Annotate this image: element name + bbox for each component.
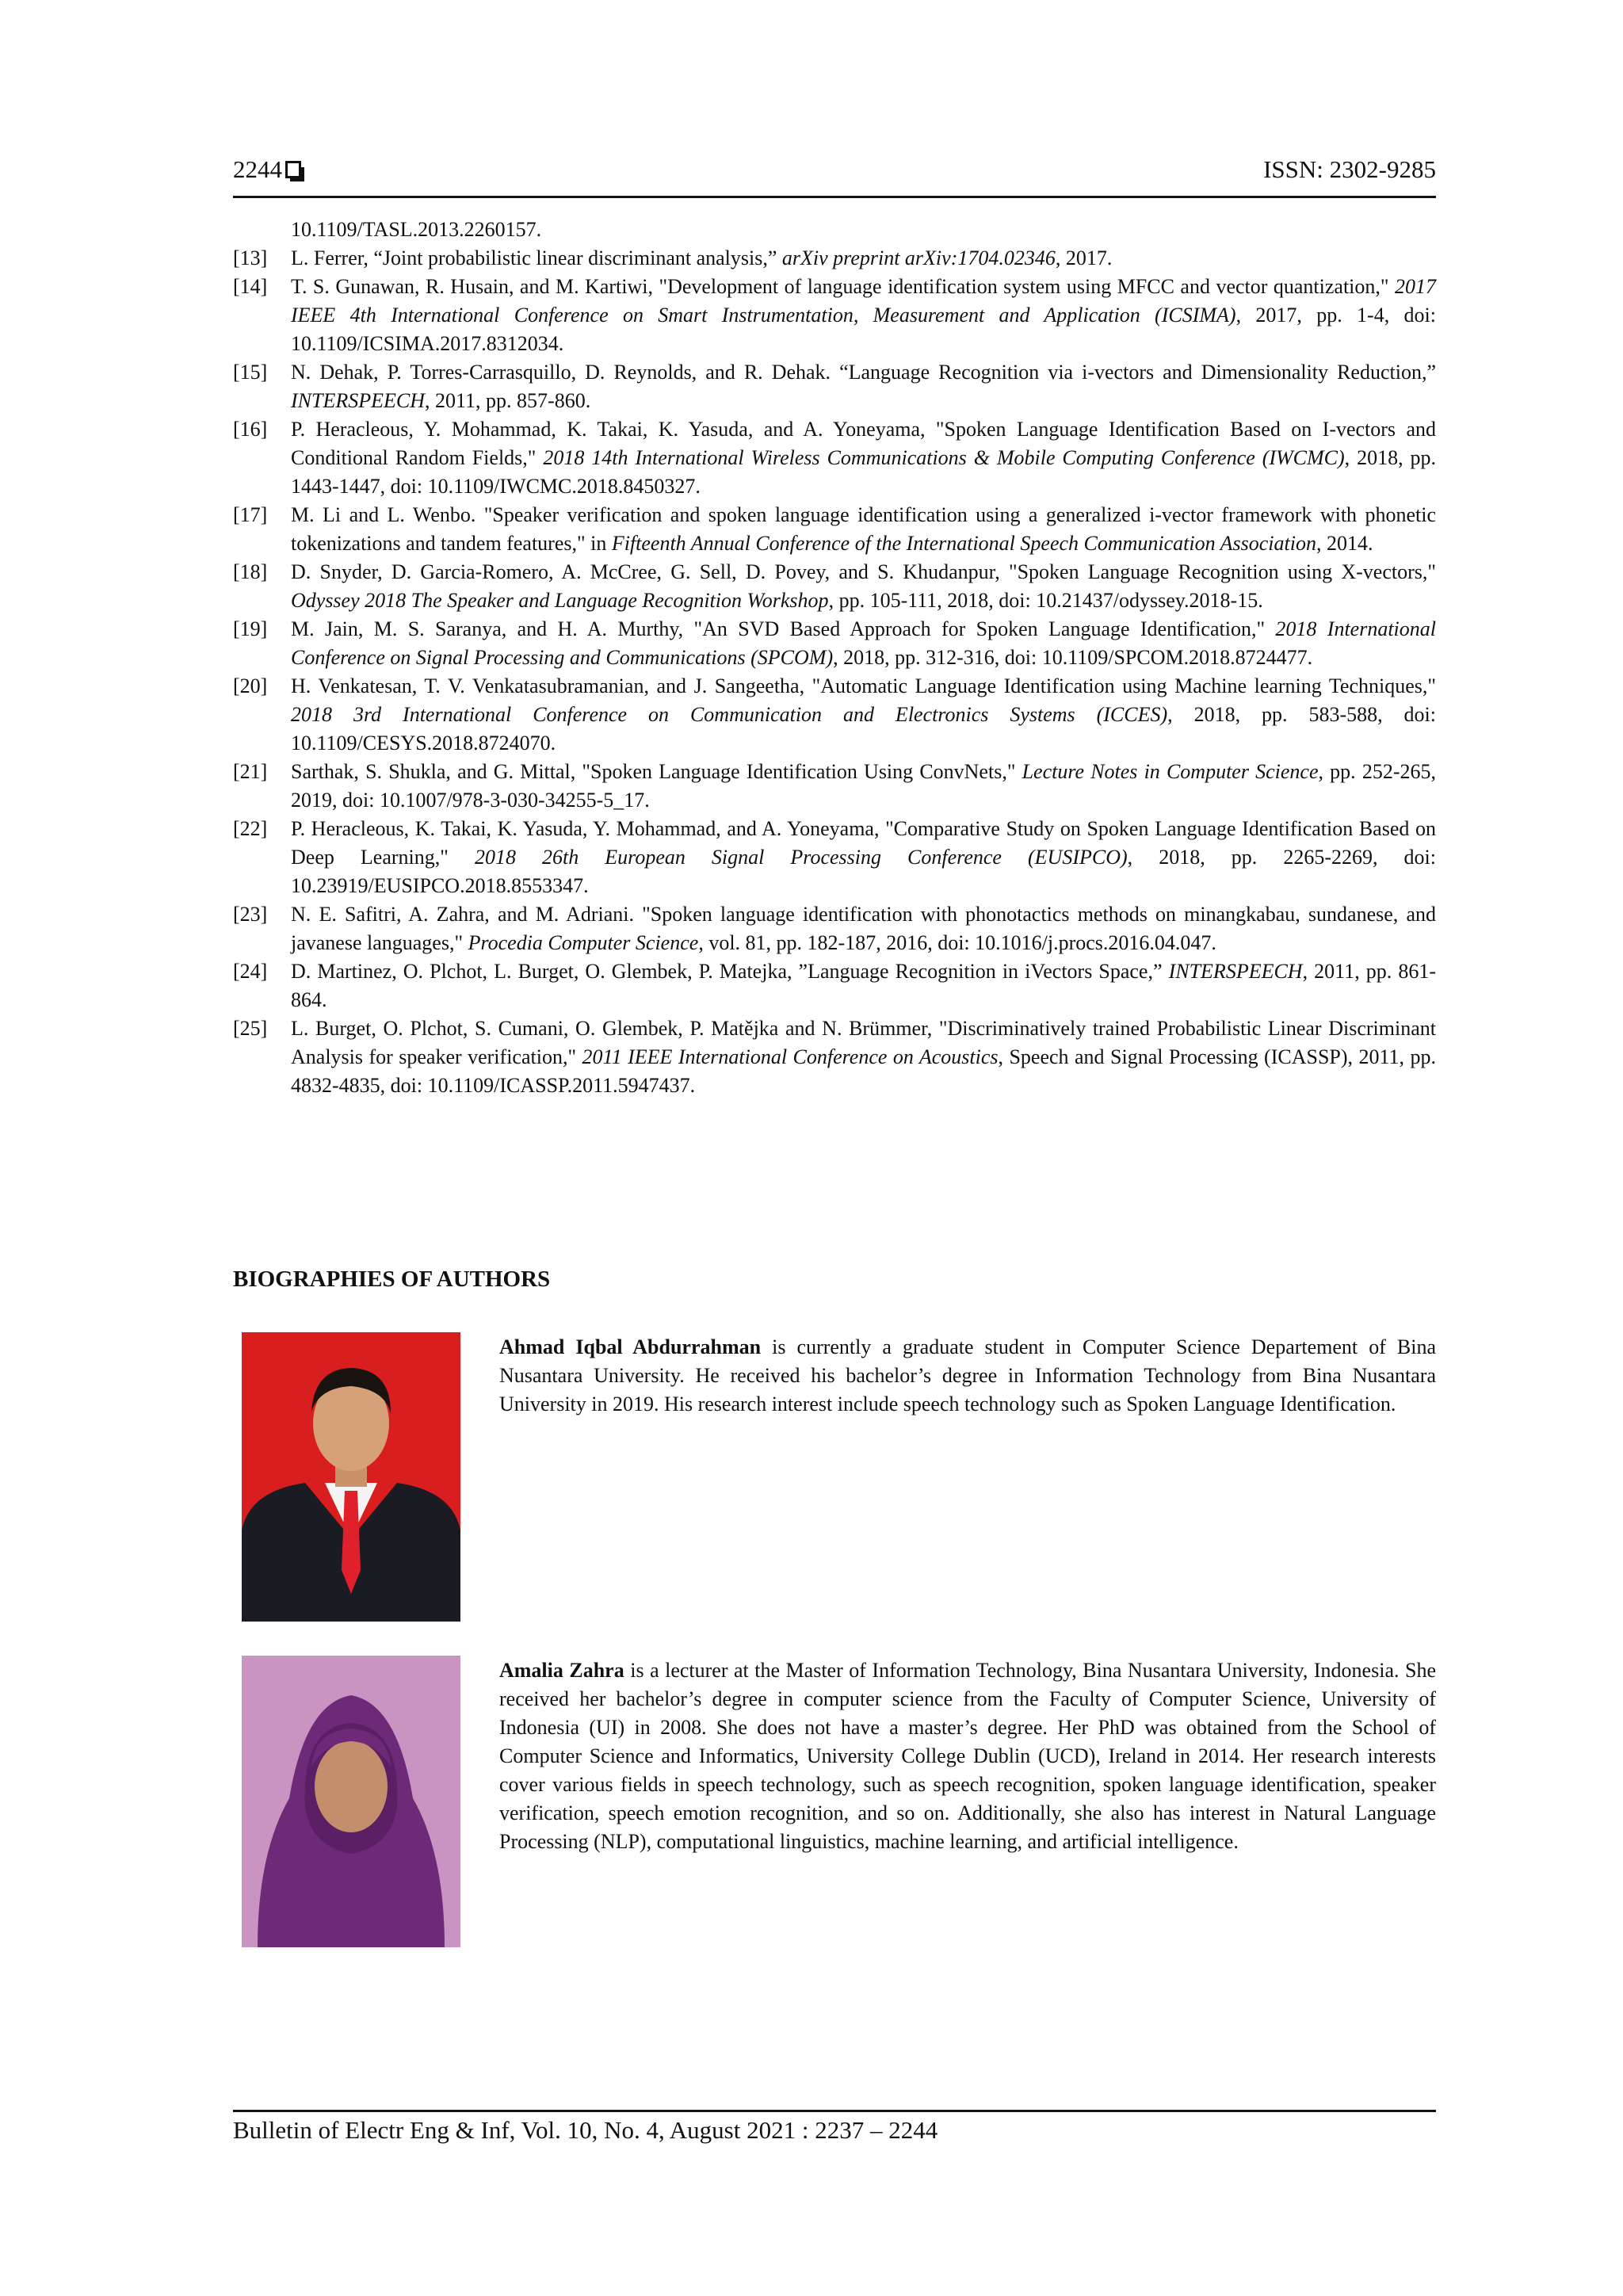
reference-item xyxy=(233,358,1436,415)
reference-segment: , 2018, pp. 1443-1447, doi: 10.1109/IWCMC.2018.8450327. xyxy=(291,446,1437,498)
reference-list xyxy=(233,216,1436,1100)
reference-number: [18] xyxy=(233,560,268,583)
reference-venue: Fifteenth Annual Conference of the International Speech Communication Association xyxy=(611,532,1316,555)
reference-venue: Procedia Computer Science xyxy=(468,931,699,954)
reference-segment: M. Li and L. Wenbo. "Speaker verification and spoken language identification using a generalized i-vector framework with phonetic tokenizations and tandem features," in xyxy=(291,503,1436,555)
reference-segment: , 2018, pp. 583-588, doi: 10.1109/CESYS.2018.8724070. xyxy=(291,703,1436,755)
reference-item xyxy=(233,815,1436,900)
reference-item xyxy=(233,1014,1436,1100)
reference-text xyxy=(291,957,1436,1014)
reference-item xyxy=(233,957,1436,1014)
author-name: Ahmad Iqbal Abdurrahman xyxy=(499,1335,762,1358)
reference-venue: INTERSPEECH xyxy=(1168,960,1303,983)
reference-number: [21] xyxy=(233,760,268,783)
bio-ahmad xyxy=(499,1333,1436,1419)
reference-segment: , 2017. xyxy=(1055,246,1113,269)
page-marker-icon xyxy=(285,161,301,178)
reference-text xyxy=(291,672,1436,758)
reference-segment: L. Burget, O. Plchot, S. Cumani, O. Glembek, P. Matějka and N. Brümmer, "Discriminatively trained Probabilistic Linear Discriminant Analysis for speaker verification," xyxy=(291,1017,1436,1068)
reference-item xyxy=(233,216,1436,244)
header-rule xyxy=(233,196,1436,198)
reference-item xyxy=(233,415,1436,501)
footer-rule xyxy=(233,2110,1436,2112)
author-photo-ahmad xyxy=(242,1332,460,1622)
reference-text xyxy=(291,815,1436,900)
reference-segment: , vol. 81, pp. 182-187, 2016, doi: 10.1016/j.procs.2016.04.047. xyxy=(698,931,1216,954)
reference-segment: T. S. Gunawan, R. Husain, and M. Kartiwi, "Development of language identification system using MFCC and vector quantization," xyxy=(291,275,1395,298)
reference-number: [16] xyxy=(233,418,268,441)
reference-segment: , 2014. xyxy=(1316,532,1373,555)
bio-text: is currently a graduate student in Computer Science Departement of Bina Nusantara University. He received his bachelor’s degree in Information Technology from Bina Nusantara University in 2019. His research interest include speech technology such as Spoken Language Identification. xyxy=(499,1335,1436,1415)
page-number-text: 2244 xyxy=(233,155,282,183)
reference-text xyxy=(291,615,1436,672)
reference-number: [15] xyxy=(233,361,268,384)
reference-number: [25] xyxy=(233,1017,268,1040)
reference-text xyxy=(291,501,1436,558)
reference-text xyxy=(291,900,1436,957)
reference-venue: Lecture Notes in Computer Science xyxy=(1022,760,1319,783)
reference-venue: INTERSPEECH xyxy=(291,389,425,412)
reference-item xyxy=(233,758,1436,815)
reference-number: [24] xyxy=(233,960,268,983)
page-number xyxy=(233,155,301,184)
reference-item xyxy=(233,558,1436,615)
author-photo-amalia xyxy=(242,1656,460,1947)
reference-segment: , 2018, pp. 312-316, doi: 10.1109/SPCOM.2018.8724477. xyxy=(833,646,1313,669)
reference-segment: , 2018, pp. 2265-2269, doi: 10.23919/EUSIPCO.2018.8553347. xyxy=(291,846,1436,897)
bio-amalia xyxy=(499,1656,1436,1856)
reference-venue: 2017 IEEE 4th International Conference on Smart Instrumentation, Measurement and Application (ICSIMA) xyxy=(291,275,1436,327)
reference-segment: 10.1109/TASL.2013.2260157. xyxy=(291,218,542,241)
reference-text xyxy=(291,216,1436,244)
reference-segment: N. Dehak, P. Torres-Carrasquillo, D. Reynolds, and R. Dehak. “Language Recognition via i-vectors and Dimensionality Reduction,” xyxy=(291,361,1436,384)
reference-segment: M. Jain, M. S. Saranya, and H. A. Murthy, "An SVD Based Approach for Spoken Language Identification," xyxy=(291,617,1276,640)
reference-text xyxy=(291,358,1436,415)
reference-segment: P. Heracleous, K. Takai, K. Yasuda, Y. Mohammad, and A. Yoneyama, "Comparative Study on Spoken Language Identification Based on Deep Learning," xyxy=(291,817,1436,869)
page-footer: Bulletin of Electr Eng & Inf, Vol. 10, No. 4, August 2021 : 2237 – 2244 xyxy=(233,2116,938,2144)
reference-segment: , 2011, pp. 861-864. xyxy=(291,960,1436,1011)
reference-text xyxy=(291,415,1436,501)
reference-item xyxy=(233,615,1436,672)
reference-segment: P. Heracleous, Y. Mohammad, K. Takai, K. Yasuda, and A. Yoneyama, "Spoken Language Identification Based on I-vectors and Conditional Random Fields," xyxy=(291,418,1436,469)
reference-segment: , pp. 105-111, 2018, doi: 10.21437/odyssey.2018-15. xyxy=(828,589,1263,612)
reference-item xyxy=(233,501,1436,558)
reference-number: [22] xyxy=(233,817,268,840)
reference-venue: 2018 14th International Wireless Communications & Mobile Computing Conference (IWCMC) xyxy=(543,446,1345,469)
reference-text xyxy=(291,558,1436,615)
reference-venue: 2011 IEEE International Conference on Acoustics xyxy=(582,1045,999,1068)
reference-segment: , Speech and Signal Processing (ICASSP), 2011, pp. 4832-4835, doi: 10.1109/ICASSP.2011.5947437. xyxy=(291,1045,1436,1097)
reference-number: [13] xyxy=(233,246,268,269)
author-name: Amalia Zahra xyxy=(499,1659,624,1682)
reference-text xyxy=(291,758,1436,815)
reference-text xyxy=(291,244,1436,273)
reference-segment: , pp. 252-265, 2019, doi: 10.1007/978-3-030-34255-5_17. xyxy=(291,760,1436,812)
reference-venue: 2018 International Conference on Signal Processing and Communications (SPCOM) xyxy=(291,617,1436,669)
reference-number: [17] xyxy=(233,503,268,526)
reference-number: [23] xyxy=(233,903,268,926)
reference-venue: arXiv preprint arXiv:1704.02346 xyxy=(781,246,1056,269)
reference-item xyxy=(233,900,1436,957)
reference-segment: H. Venkatesan, T. V. Venkatasubramanian, and J. Sangeetha, "Automatic Language Identification using Machine learning Techniques," xyxy=(291,674,1436,697)
reference-segment: D. Snyder, D. Garcia-Romero, A. McCree, G. Sell, D. Povey, and S. Khudanpur, "Spoken Language Recognition using X-vectors," xyxy=(291,560,1436,583)
reference-number: [20] xyxy=(233,674,268,697)
reference-item xyxy=(233,672,1436,758)
reference-number: [19] xyxy=(233,617,268,640)
reference-segment: L. Ferrer, “Joint probabilistic linear discriminant analysis,” xyxy=(291,246,782,269)
bio-text: is a lecturer at the Master of Information Technology, Bina Nusantara University, Indonesia. She received her bachelor’s degree in computer science from the Faculty of Computer Science, University of Indonesia (UI) in 2008. She does not have a master’s degree. Her PhD was obtained from the School of Computer Science and Informatics, University College Dublin (UCD), Ireland in 2014. Her research interests cover various fields in speech technology, such as speech recognition, spoken language identification, speaker verification, speech emotion recognition, and so on. Additionally, she also has interest in Natural Language Processing (NLP), computational linguistics, machine learning, and artificial intelligence. xyxy=(499,1659,1436,1853)
reference-text xyxy=(291,273,1436,358)
reference-segment: , 2011, pp. 857-860. xyxy=(425,389,591,412)
reference-item xyxy=(233,244,1436,273)
page-header xyxy=(233,155,1436,195)
issn: ISSN: 2302-9285 xyxy=(1263,155,1436,183)
reference-venue: 2018 26th European Signal Processing Conference (EUSIPCO) xyxy=(474,846,1128,869)
reference-segment: D. Martinez, O. Plchot, L. Burget, O. Glembek, P. Matejka, ”Language Recognition in iVectors Space,” xyxy=(291,960,1169,983)
reference-item xyxy=(233,273,1436,358)
reference-text xyxy=(291,1014,1436,1100)
biographies-heading: BIOGRAPHIES OF AUTHORS xyxy=(233,1266,551,1292)
reference-segment: N. E. Safitri, A. Zahra, and M. Adriani. "Spoken language identification with phonotactics methods on minangkabau, sundanese, and javanese languages," xyxy=(291,903,1436,954)
reference-venue: 2018 3rd International Conference on Communication and Electronics Systems (ICCES) xyxy=(291,703,1168,726)
reference-number: [14] xyxy=(233,275,268,298)
reference-segment: Sarthak, S. Shukla, and G. Mittal, "Spoken Language Identification Using ConvNets," xyxy=(291,760,1022,783)
reference-venue: Odyssey 2018 The Speaker and Language Recognition Workshop xyxy=(291,589,829,612)
reference-segment: , 2017, pp. 1-4, doi: 10.1109/ICSIMA.2017.8312034. xyxy=(291,304,1436,355)
